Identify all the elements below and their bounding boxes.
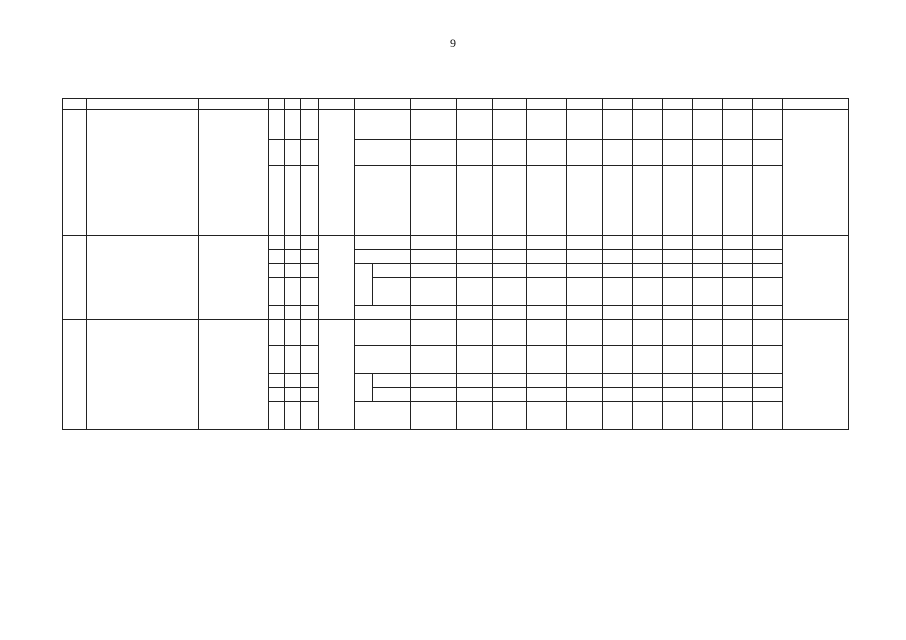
amount-cell [493,264,527,278]
amount-cell [603,278,633,306]
budget-code [285,402,301,430]
amount-cell [663,110,693,140]
budget-code [301,346,319,374]
amount-cell [527,166,567,236]
amount-cell [527,250,567,264]
amount-cell [723,320,753,346]
amount-cell [633,388,663,402]
funding-source [355,236,411,250]
implementation-period [319,320,355,430]
notes-cell [783,236,849,320]
implementation-period [319,236,355,320]
amount-cell [753,250,783,264]
amount-cell [527,236,567,250]
funding-source [355,402,411,430]
amount-cell [633,346,663,374]
amount-cell [693,140,723,166]
amount-cell [527,110,567,140]
amount-cell [567,388,603,402]
amount-cell [753,388,783,402]
budget-code [301,402,319,430]
program-financing-table [62,98,849,430]
amount-cell [457,236,493,250]
amount-cell [753,110,783,140]
funding-source [355,140,411,166]
budget-code [269,236,285,250]
budget-code [301,320,319,346]
table-row [63,320,849,346]
measure-name [87,320,199,430]
budget-code [301,110,319,140]
amount-cell [663,236,693,250]
amount-cell [493,140,527,166]
budget-code [301,236,319,250]
amount-cell [753,278,783,306]
amount-cell [633,278,663,306]
amount-cell [567,236,603,250]
amount-cell [411,278,457,306]
amount-cell [693,306,723,320]
amount-cell [753,306,783,320]
amount-cell [723,374,753,388]
amount-cell [633,320,663,346]
column-header [493,99,527,110]
amount-cell [723,166,753,236]
amount-cell [603,388,633,402]
notes-cell [783,320,849,430]
funding-source [355,110,411,140]
budget-code [301,166,319,236]
amount-cell [457,110,493,140]
amount-cell [753,264,783,278]
amount-cell [527,278,567,306]
amount-cell [493,320,527,346]
funding-source [355,346,411,374]
amount-cell [411,140,457,166]
amount-cell [753,346,783,374]
amount-cell [663,278,693,306]
budget-code [269,264,285,278]
amount-cell [693,320,723,346]
amount-cell [693,166,723,236]
amount-cell [603,236,633,250]
budget-code [269,402,285,430]
amount-cell [411,236,457,250]
amount-cell [693,346,723,374]
responsible-executor [199,320,269,430]
amount-cell [663,402,693,430]
budget-code [285,346,301,374]
amount-cell [493,236,527,250]
table-row [63,110,849,140]
amount-cell [567,374,603,388]
amount-cell [633,140,663,166]
amount-cell [723,278,753,306]
budget-code [301,140,319,166]
amount-cell [567,264,603,278]
amount-cell [633,306,663,320]
amount-cell [663,374,693,388]
column-header [527,99,567,110]
amount-cell [411,388,457,402]
source-indent [355,264,373,278]
budget-code [269,374,285,388]
amount-cell [693,278,723,306]
amount-cell [603,250,633,264]
budget-code [285,264,301,278]
column-header [633,99,663,110]
amount-cell [663,250,693,264]
row-number [63,320,87,430]
amount-cell [693,264,723,278]
amount-cell [567,110,603,140]
column-header [355,99,411,110]
amount-cell [753,140,783,166]
row-number [63,236,87,320]
amount-cell [411,306,457,320]
funding-source [355,166,411,236]
measure-name [87,110,199,236]
amount-cell [603,346,633,374]
amount-cell [527,306,567,320]
amount-cell [693,402,723,430]
amount-cell [567,402,603,430]
budget-code [285,166,301,236]
amount-cell [723,140,753,166]
amount-cell [603,264,633,278]
source-indent [355,374,373,388]
amount-cell [411,166,457,236]
amount-cell [493,374,527,388]
amount-cell [457,346,493,374]
column-header [567,99,603,110]
budget-code [285,140,301,166]
header-row [63,99,849,110]
amount-cell [663,306,693,320]
source-indent [355,388,373,402]
column-header [87,99,199,110]
column-header [285,99,301,110]
funding-subsource [373,264,411,278]
source-indent [355,278,373,306]
amount-cell [633,236,663,250]
column-header [301,99,319,110]
amount-cell [723,388,753,402]
budget-code [285,250,301,264]
funding-subsource [373,374,411,388]
amount-cell [457,278,493,306]
budget-code [301,250,319,264]
column-header [199,99,269,110]
implementation-period [319,110,355,236]
amount-cell [567,166,603,236]
amount-cell [753,320,783,346]
column-header [753,99,783,110]
budget-code [269,250,285,264]
column-header [411,99,457,110]
column-header [783,99,849,110]
amount-cell [457,264,493,278]
amount-cell [527,264,567,278]
amount-cell [663,166,693,236]
amount-cell [457,166,493,236]
amount-cell [527,320,567,346]
amount-cell [633,110,663,140]
column-header [63,99,87,110]
amount-cell [633,250,663,264]
amount-cell [527,402,567,430]
amount-cell [457,388,493,402]
amount-cell [457,250,493,264]
column-header [663,99,693,110]
amount-cell [603,306,633,320]
funding-subsource [373,388,411,402]
budget-code [285,278,301,306]
funding-subsource [373,278,411,306]
amount-cell [663,140,693,166]
page-number: 9 [450,36,456,50]
amount-cell [663,346,693,374]
budget-code [285,320,301,346]
budget-code [269,306,285,320]
budget-code [269,140,285,166]
amount-cell [693,236,723,250]
amount-cell [723,402,753,430]
amount-cell [493,388,527,402]
amount-cell [663,388,693,402]
amount-cell [457,374,493,388]
amount-cell [723,346,753,374]
amount-cell [411,320,457,346]
amount-cell [693,374,723,388]
amount-cell [723,236,753,250]
column-header [723,99,753,110]
amount-cell [723,110,753,140]
amount-cell [457,402,493,430]
budget-code [285,388,301,402]
amount-cell [457,320,493,346]
funding-source [355,306,411,320]
amount-cell [411,402,457,430]
amount-cell [411,346,457,374]
budget-code [285,306,301,320]
amount-cell [527,374,567,388]
amount-cell [603,402,633,430]
amount-cell [567,306,603,320]
amount-cell [603,374,633,388]
budget-code [269,110,285,140]
amount-cell [663,320,693,346]
amount-cell [567,140,603,166]
funding-source [355,250,411,264]
amount-cell [493,250,527,264]
amount-cell [567,320,603,346]
amount-cell [567,278,603,306]
amount-cell [457,140,493,166]
amount-cell [567,346,603,374]
amount-cell [493,306,527,320]
measure-name [87,236,199,320]
amount-cell [493,346,527,374]
amount-cell [527,346,567,374]
budget-code [269,278,285,306]
budget-code [301,388,319,402]
amount-cell [493,402,527,430]
amount-cell [663,264,693,278]
amount-cell [411,250,457,264]
amount-cell [457,306,493,320]
amount-cell [603,166,633,236]
budget-code [269,388,285,402]
budget-code [301,374,319,388]
amount-cell [603,320,633,346]
budget-code [269,166,285,236]
budget-code [301,264,319,278]
amount-cell [603,110,633,140]
amount-cell [753,374,783,388]
amount-cell [693,388,723,402]
amount-cell [493,110,527,140]
amount-cell [527,140,567,166]
amount-cell [527,388,567,402]
amount-cell [411,110,457,140]
column-header [457,99,493,110]
amount-cell [567,250,603,264]
amount-cell [493,166,527,236]
column-header [319,99,355,110]
amount-cell [753,166,783,236]
amount-cell [723,306,753,320]
amount-cell [693,110,723,140]
amount-cell [603,140,633,166]
budget-code [285,374,301,388]
amount-cell [753,402,783,430]
budget-code [269,320,285,346]
amount-cell [723,250,753,264]
amount-cell [633,374,663,388]
budget-code [301,306,319,320]
amount-cell [633,264,663,278]
funding-source [355,320,411,346]
row-number [63,110,87,236]
budget-code [285,110,301,140]
budget-code [269,346,285,374]
table-row [63,236,849,250]
amount-cell [633,402,663,430]
responsible-executor [199,236,269,320]
amount-cell [411,374,457,388]
amount-cell [753,236,783,250]
notes-cell [783,110,849,236]
column-header [693,99,723,110]
amount-cell [693,250,723,264]
column-header [603,99,633,110]
amount-cell [493,278,527,306]
amount-cell [723,264,753,278]
amount-cell [633,166,663,236]
budget-code [285,236,301,250]
column-header [269,99,285,110]
responsible-executor [199,110,269,236]
budget-code [301,278,319,306]
amount-cell [411,264,457,278]
